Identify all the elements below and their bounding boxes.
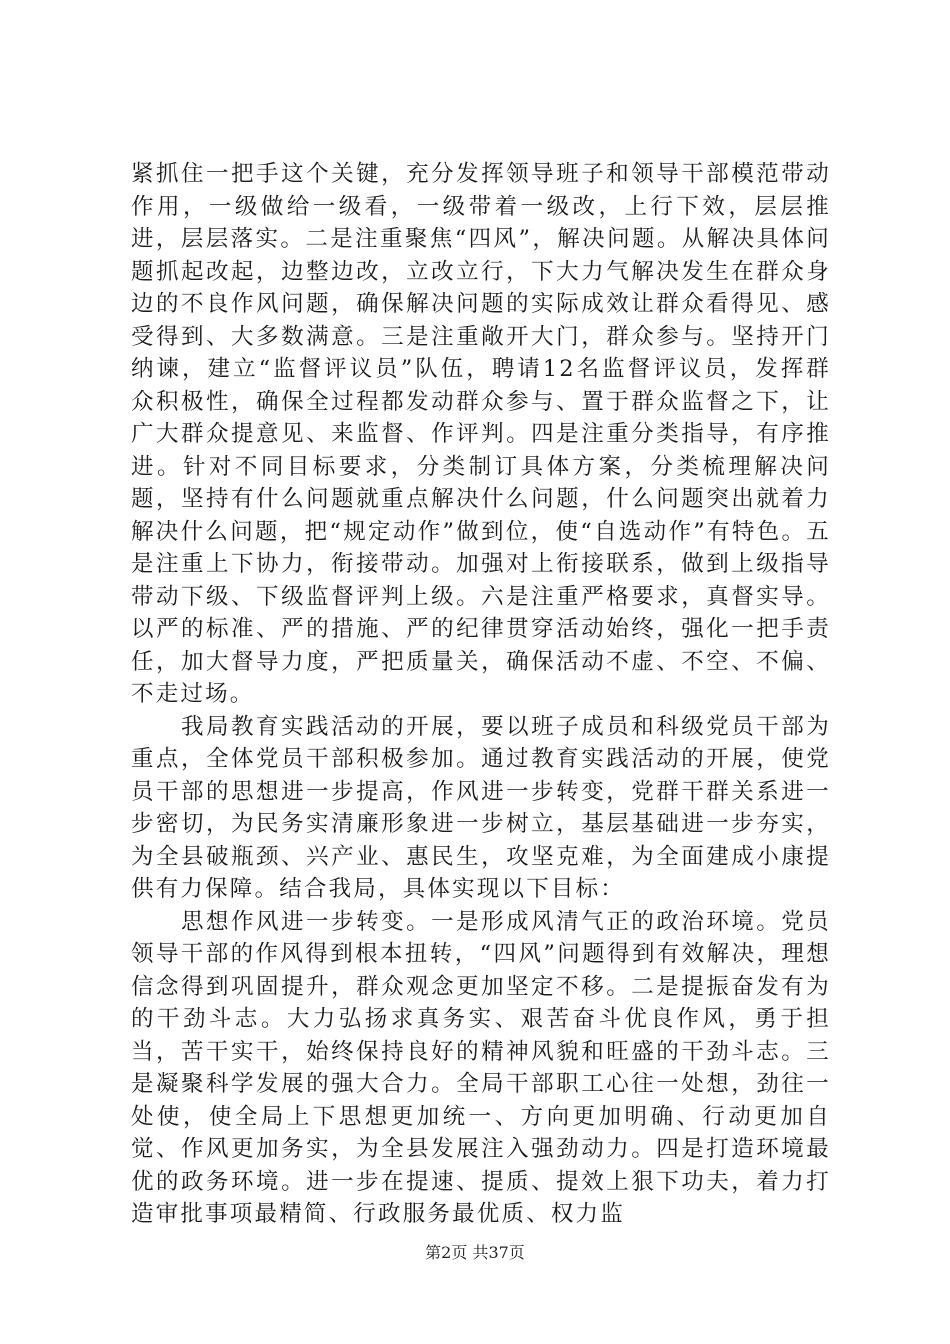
paragraph-3: 思想作风进一步转变。一是形成风清气正的政治环境。党员领导干部的作风得到根本扭转，“四风”问题得到有效解决，理想信念得到巩固提升，群众观念更加坚定不移。二是提振奋发有为的干劲斗志。大力弘扬求真务实、艰苦奋斗优良作风，勇于担当，苦干实干，始终保持良好的精神风貌和旺盛的干劲斗志。三是凝聚科学发展的强大合力。全局干部职工心往一处想，劲往一处使，使全局上下思想更加统一、方向更加明确、行动更加自觉、作风更加务实，为全县发展注入强劲动力。四是打造环境最优的政务环境。进一步在提速、提质、提效上狠下功夫，着力打造审批事项最精简、行政服务最优质、权力监 — [131, 908, 831, 1227]
paragraph-1: 紧抓住一把手这个关键，充分发挥领导班子和领导干部模范带动作用，一级做给一级看，一级带着一级改，上行下效，层层推进，层层落实。二是注重聚焦“四风”，解决问题。从解决具体问题抓起改起，边整边改，立改立行，下大力气解决发生在群众身边的不良作风问题，确保解决问题的实际成效让群众看得见、感受得到、大多数满意。三是注重敞开大门，群众参与。坚持开门纳谏，建立“监督评议员”队伍，聘请12名监督评议员，发挥群众积极性，确保全过程都发动群众参与、置于群众监督之下，让广大群众提意见、来监督、作评判。四是注重分类指导，有序推进。针对不同目标要求，分类制订具体方案，分类梳理解决问题，坚持有什么问题就重点解决什么问题，什么问题突出就着力解决什么问题，把“规定动作”做到位，使“自选动作”有特色。五是注重上下协力，衔接带动。加强对上衔接联系，做到上级指导带动下级、下级监督评判上级。六是注重严格要求，真督实导。以严的标准、严的措施、严的纪律贯穿活动始终，强化一把手责任，加大督导力度，严把质量关，确保活动不虚、不空、不偏、不走过场。 — [131, 161, 831, 707]
page-footer — [0, 1243, 950, 1263]
paragraph-2: 我局教育实践活动的开展，要以班子成员和科级党员干部为重点，全体党员干部积极参加。通过教育实践活动的开展，使党员干部的思想进一步提高，作风进一步转变，党群干群关系进一步密切，为民务实清廉形象进一步树立，基层基础进一步夯实，为全县破瓶颈、兴产业、惠民生，攻坚克难，为全面建成小康提供有力保障。结合我局，具体实现以下目标： — [131, 713, 831, 902]
page-number-label: 第2页 共37页 — [425, 1243, 525, 1262]
document-body — [131, 158, 831, 1231]
